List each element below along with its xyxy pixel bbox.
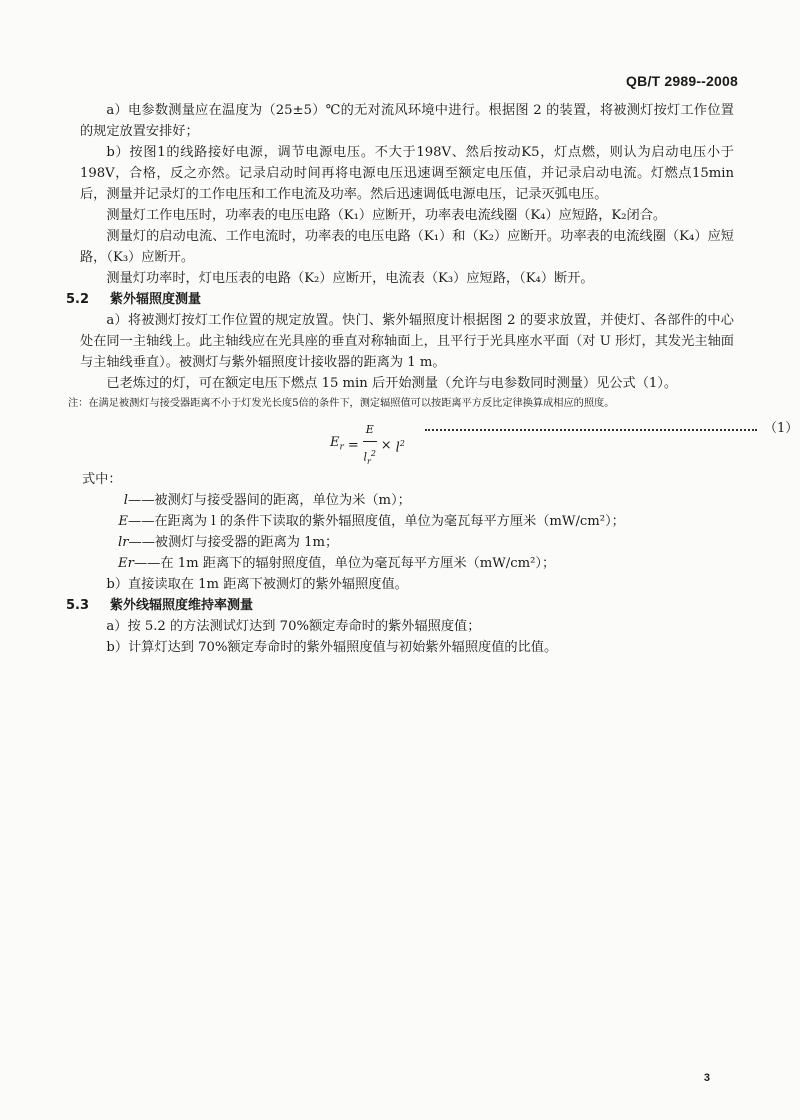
paragraph-power-measure: 测量灯功率时，灯电压表的电路（K₂）应断开，电流表（K₃）应短路，（K₄）断开。	[106, 271, 594, 286]
where-label: 式中：	[82, 472, 122, 487]
formula-equals: =	[347, 437, 359, 453]
section-title: 紫外辐照度测量	[110, 292, 202, 307]
formula-1	[80, 415, 799, 466]
definition-er: Er——在 1m 距离下的辐射照度值，单位为毫瓦每平方厘米（mW/cm²）；	[118, 556, 556, 571]
paragraph-elec-a: a）电参数测量应在温度为（25±5）℃的无对流风环境中进行。根据图 2 的装置，将被测灯按灯工作位置的规定放置安排好；	[80, 103, 734, 139]
paragraph-5-2-b: b）直接读取在 1m 距离下被测灯的紫外辐照度值。	[106, 577, 408, 592]
paragraph-elec-b: b）按图1的线路接好电源，调节电源电压。不大于198V、然后按动K5，灯点燃，则认为启动电压小于198V，合格，反之亦然。记录启动时间再将电源电压迅速调至额定电压值，并记录启动电流。灯燃点15min后，测量并记录灯的工作电压和工作电流及功率。然后迅速调低电源电压，记录灭弧电压。	[80, 145, 734, 202]
section-title: 紫外线辐照度维持率测量	[110, 598, 254, 613]
definition-l: l——被测灯与接受器间的距离，单位为米（m）；	[123, 493, 411, 508]
note-label: 注：	[68, 398, 89, 409]
section-number: 5.3	[66, 598, 90, 613]
paragraph-5-3-a: a）按 5.2 的方法测试灯达到 70%额定寿命时的紫外辐照度值；	[106, 619, 481, 634]
note-text: 在满足被测灯与接受器距离不小于灯发光长度5倍的条件下，测定辐照值可以按距离平方反比定律换算成相应的照度。	[88, 398, 615, 409]
section-number: 5.2	[66, 292, 90, 307]
paragraph-voltage-measure: 测量灯工作电压时，功率表的电压电路（K₁）应断开，功率表电流线圈（K₄）应短路，K₂闭合。	[106, 208, 667, 223]
paragraph-current-measure: 测量灯的启动电流、工作电流时，功率表的电压电路（K₁）和（K₂）应断开。功率表的电流线圈（K₄）应短路，（K₃）应断开。	[80, 229, 734, 265]
formula-lhs: $E_r$	[330, 435, 344, 453]
formula-expression	[330, 419, 405, 472]
paragraph-aged-lamp: 已老炼过的灯，可在额定电压下燃点 15 min 后开始测量（允许与电参数同时测量）见公式（1）。	[106, 376, 678, 391]
equation-number: （1）	[764, 421, 799, 436]
section-heading-5-2	[66, 289, 734, 310]
section-heading-5-3	[66, 595, 734, 616]
document-body	[66, 100, 799, 658]
standard-code: QB/T 2989--2008	[626, 73, 738, 89]
definition-lr: lr——被测灯与接受器的距离为 1m；	[118, 535, 339, 550]
page-number: 3	[703, 1072, 710, 1084]
formula-times: ×	[380, 437, 392, 453]
paragraph-5-3-b: b）计算灯达到 70%额定寿命时的紫外辐照度值与初始紫外辐照度值的比值。	[106, 640, 558, 655]
definition-e: E——在距离为 l 的条件下读取的紫外辐照度值，单位为毫瓦每平方厘米（mW/cm²）；	[118, 514, 625, 529]
paragraph-5-2-a: a）将被测灯按灯工作位置的规定放置。快门、紫外辐照度计根据图 2 的要求放置，并使灯、各部件的中心处在同一主轴线上。此主轴线应在光具座的垂直对称轴面上，且平行于光具座水平面（对 U 形灯，其发光主轴面与主轴线垂直）。被测灯与紫外辐照度计接收器的距离为 1 m。	[80, 313, 734, 370]
formula-leader-dots	[425, 429, 757, 431]
formula-fraction: $\frac{E}{l_r^2}$	[363, 423, 376, 466]
formula-tail: $l^2$	[395, 438, 405, 456]
note	[68, 394, 734, 413]
symbol-definitions	[118, 490, 734, 574]
